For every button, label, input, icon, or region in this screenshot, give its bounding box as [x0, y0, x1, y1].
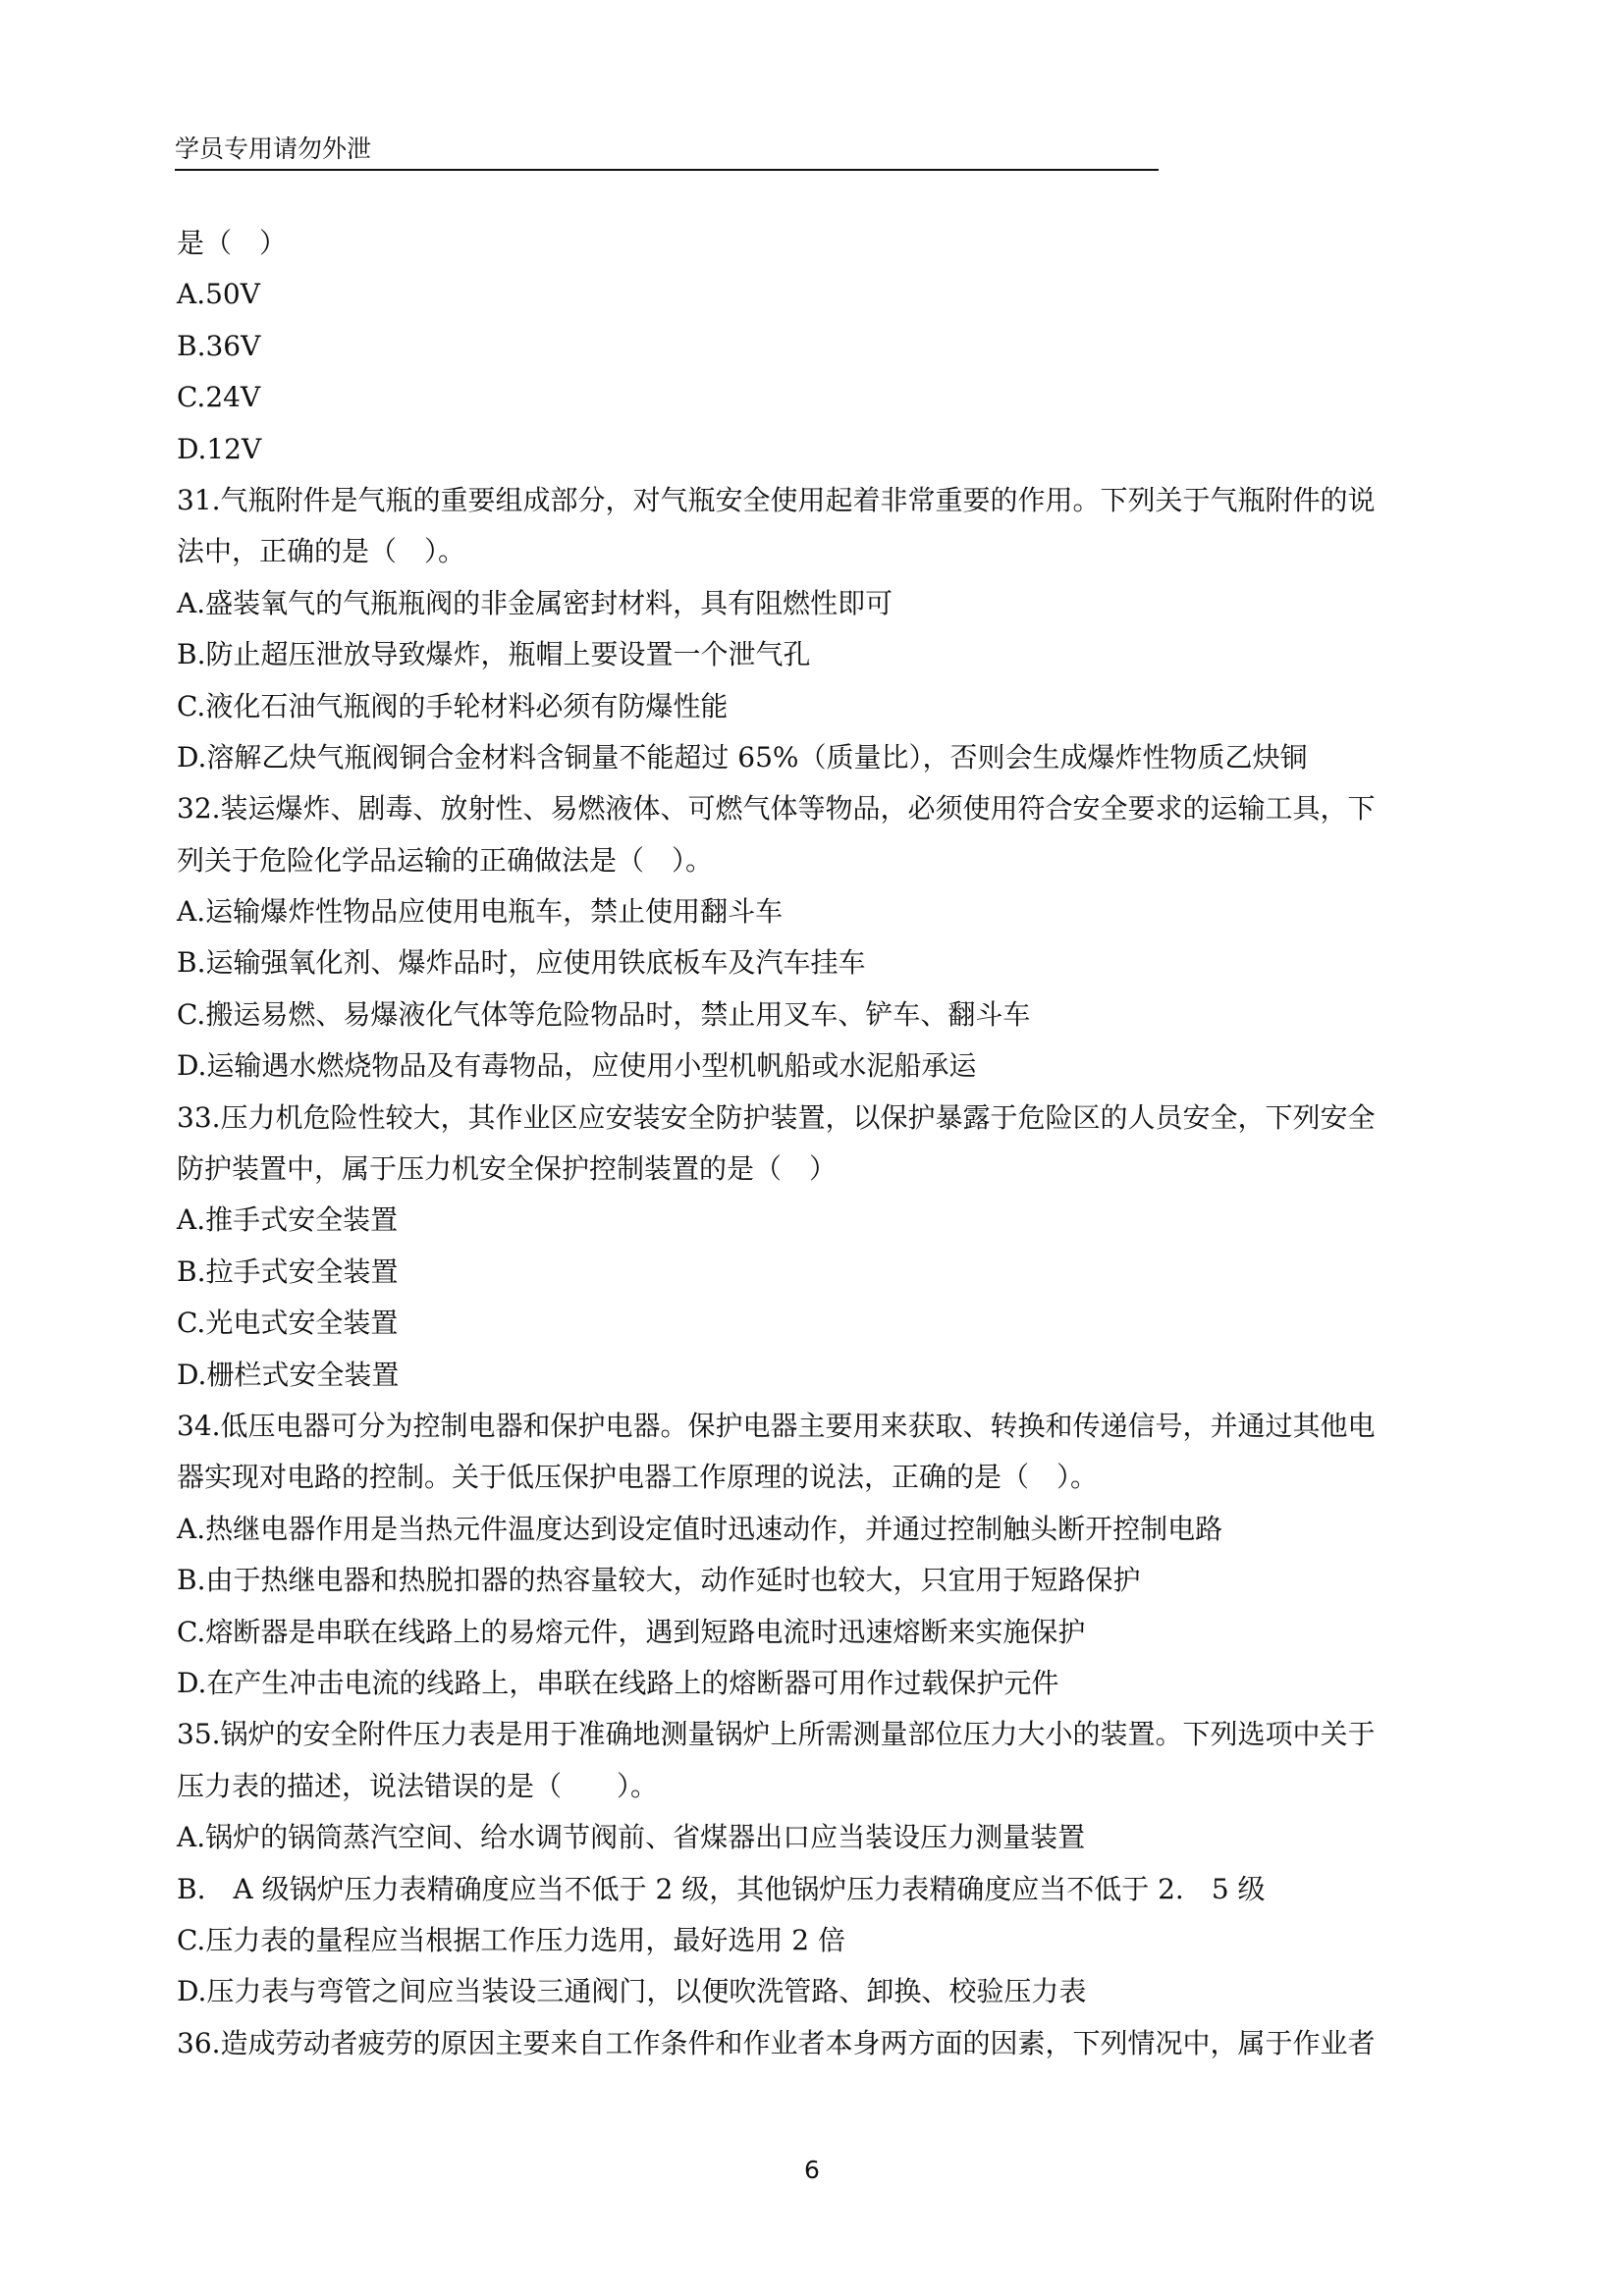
text-line: 是（ ）: [177, 227, 288, 259]
text-line: A.推手式安全装置: [177, 1203, 399, 1237]
text-line: 35.锅炉的安全附件压力表是用于准确地测量锅炉上所需测量部位压力大小的装置。下列选项中关于: [177, 1718, 1376, 1751]
text-line: A.盛装氧气的气瓶瓶阀的非金属密封材料，具有阻燃性即可: [177, 586, 893, 619]
text-line: B.防止超压泄放导致爆炸，瓶帽上要设置一个泄气孔: [177, 638, 811, 671]
text-line: B.36V: [177, 329, 261, 362]
text-line: C.液化石油气瓶阀的手轮材料必须有防爆性能: [177, 689, 729, 722]
text-line: A.锅炉的锅筒蒸汽空间、给水调节阀前、省煤器出口应当装设压力测量装置: [177, 1821, 1086, 1854]
text-line: B.运输强氧化剂、爆炸品时，应使用铁底板车及汽车挂车: [177, 946, 866, 980]
document-body: [177, 218, 1443, 2069]
text-line: A.运输爆炸性物品应使用电瓶车，禁止使用翻斗车: [177, 895, 784, 929]
text-line: 34.低压电器可分为控制电器和保护电器。保护电器主要用来获取、转换和传递信号，并通过其他电: [177, 1409, 1376, 1442]
text-line: 33.压力机危险性较大，其作业区应安装安全防护装置，以保护暴露于危险区的人员安全，下列安全: [177, 1100, 1376, 1134]
page-header: [175, 132, 1159, 171]
page-number: 6: [804, 2156, 820, 2184]
text-line: 防护装置中，属于压力机安全保护控制装置的是（ ）: [177, 1152, 838, 1186]
header-text: 学员专用请勿外泄: [175, 134, 372, 163]
text-line: 36.造成劳动者疲劳的原因主要来自工作条件和作业者本身两方面的因素，下列情况中，属于作业者: [177, 2026, 1376, 2059]
text-line: C.光电式安全装置: [177, 1307, 399, 1340]
text-line: 压力表的描述，说法错误的是（ ）。: [177, 1769, 659, 1802]
text-line: 法中，正确的是（ ）。: [177, 535, 466, 568]
text-line: 32.装运爆炸、剧毒、放射性、易燃液体、可燃气体等物品，必须使用符合安全要求的运输工具，下: [177, 792, 1376, 826]
text-line: D.压力表与弯管之间应当装设三通阀门，以便吹洗管路、卸换、校验压力表: [177, 1975, 1087, 2008]
text-line: C.熔断器是串联在线路上的易熔元件，遇到短路电流时迅速熔断来实施保护: [177, 1615, 1086, 1648]
text-line: B. A 级锅炉压力表精确度应当不低于 2 级，其他锅炉压力表精确度应当不低于 2. 5 级: [177, 1872, 1266, 1905]
text-line: C.搬运易燃、易爆液化气体等危险物品时，禁止用叉车、铲车、翻斗车: [177, 997, 1031, 1031]
text-line: 器实现对电路的控制。关于低压保护电器工作原理的说法，正确的是（ ）。: [177, 1461, 1099, 1494]
text-line: A.50V: [177, 278, 260, 311]
text-line: D.溶解乙炔气瓶阀铜合金材料含铜量不能超过 65%（质量比），否则会生成爆炸性物质乙炔铜: [177, 740, 1308, 774]
text-line: B.拉手式安全装置: [177, 1255, 399, 1288]
text-line: D.在产生冲击电流的线路上，串联在线路上的熔断器可用作过载保护元件: [177, 1666, 1059, 1699]
text-line: 31.气瓶附件是气瓶的重要组成部分，对气瓶安全使用起着非常重要的作用。下列关于气瓶附件的说: [177, 483, 1376, 516]
text-line: D.12V: [177, 432, 262, 465]
text-line: B.由于热继电器和热脱扣器的热容量较大，动作延时也较大，只宜用于短路保护: [177, 1564, 1141, 1597]
text-line: A.热继电器作用是当热元件温度达到设定值时迅速动作，并通过控制触头断开控制电路: [177, 1512, 1223, 1545]
text-line: C.压力表的量程应当根据工作压力选用，最好选用 2 倍: [177, 1923, 845, 1956]
text-line: 列关于危险化学品运输的正确做法是（ ）。: [177, 843, 714, 877]
text-line: D.运输遇水燃烧物品及有毒物品，应使用小型机帆船或水泥船承运: [177, 1049, 977, 1083]
text-line: C.24V: [177, 381, 261, 414]
text-line: D.栅栏式安全装置: [177, 1358, 400, 1391]
